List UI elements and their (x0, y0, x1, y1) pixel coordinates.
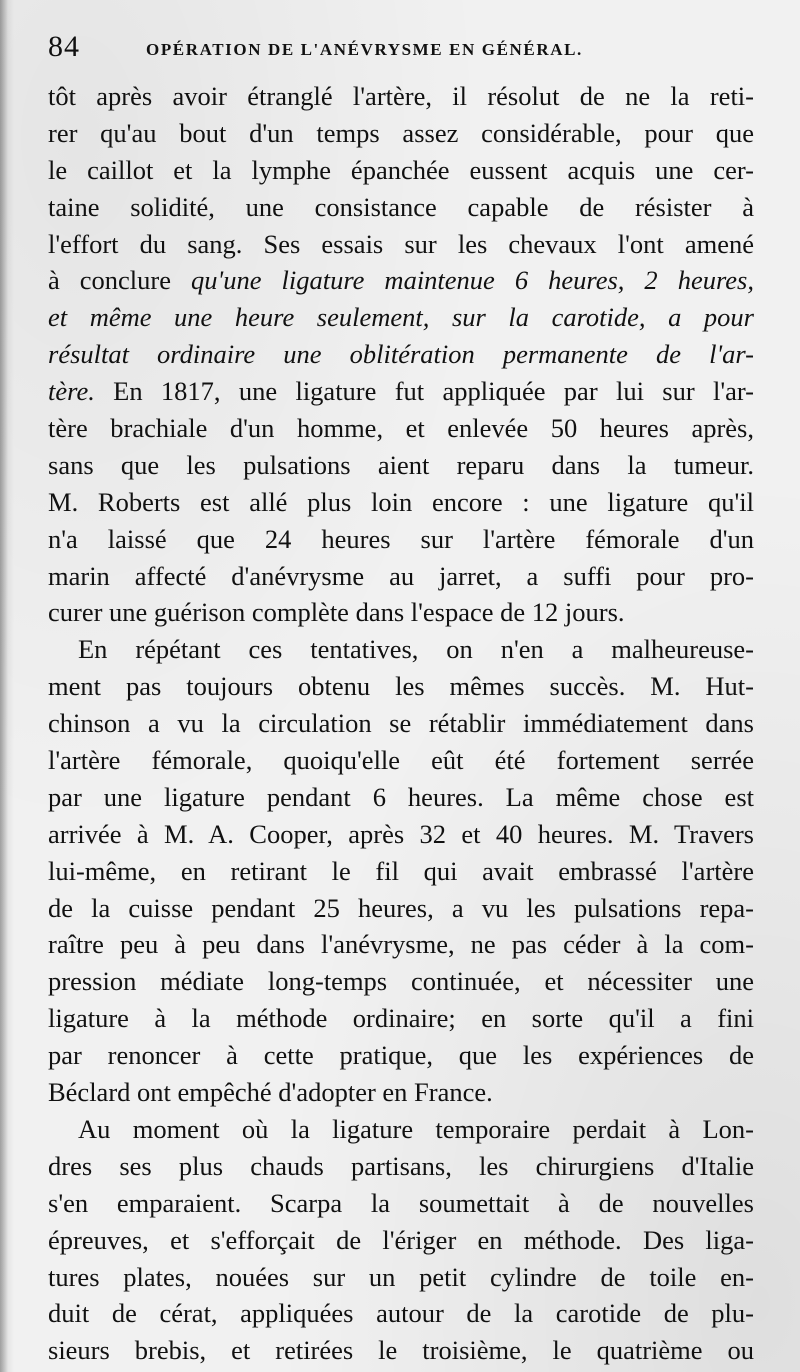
text-run: le caillot et la lymphe épanchée eussent acquis une cer- (48, 154, 754, 185)
text-run: l'effort du sang. Ses essais sur les chevaux l'ont amené (48, 228, 754, 259)
text-line (48, 1074, 754, 1111)
text-run: tôt après avoir étranglé l'artère, il résolut de ne la reti- (48, 81, 754, 111)
text-line (48, 594, 754, 631)
text-line (48, 373, 754, 410)
text-run: rer qu'au bout d'un temps assez considérable, pour que (48, 117, 754, 148)
text-line (48, 926, 754, 963)
text-run: chinson a vu la circulation se rétablir immédiatement dans (48, 708, 754, 739)
text-run: taine solidité, une consistance capable de résister à (48, 191, 754, 222)
text-line (48, 521, 754, 558)
page-number: 84 (48, 30, 80, 63)
text-run: lui-même, en retirant le fil qui avait embrassé l'artère (48, 855, 754, 886)
text-line (48, 890, 754, 927)
text-line (48, 1037, 754, 1074)
text-line (48, 115, 754, 152)
page-gutter-shadow (0, 0, 8, 1372)
text-line (48, 1332, 754, 1369)
text-line (48, 78, 754, 115)
text-run: ligature à la méthode ordinaire; en sorte qu'il a fini (48, 1003, 754, 1034)
running-title: OPÉRATION DE L'ANÉVRYSME EN GÉNÉRAL. (146, 40, 583, 59)
text-run: ment pas toujours obtenu les mêmes succès. M. Hut- (48, 671, 754, 702)
text-line (48, 1000, 754, 1037)
text-line (48, 742, 754, 779)
italic-text-run: et même une heure seulement, sur la carotide, a pour (48, 302, 754, 333)
text-run: tère brachiale d'un homme, et enlevée 50 heures après, (48, 413, 754, 444)
text-run: par une ligature pendant 6 heures. La même chose est (48, 781, 754, 812)
text-run: M. Roberts est allé plus loin encore : une ligature qu'il (48, 486, 754, 517)
text-run: En 1817, une ligature fut appliquée par lui sur l'ar- (94, 376, 754, 407)
text-line (48, 226, 754, 263)
text-run: Béclard ont empêché d'adopter en France. (48, 1077, 493, 1108)
text-line (48, 1222, 754, 1259)
text-run: n'a laissé que 24 heures sur l'artère fémorale d'un (48, 523, 754, 554)
text-line (48, 447, 754, 484)
text-line (48, 631, 754, 668)
paragraph (48, 78, 754, 631)
text-line (48, 1259, 754, 1296)
text-run: duit de cérat, appliquées autour de la carotide de plu- (48, 1298, 754, 1329)
text-line (48, 189, 754, 226)
text-line (48, 299, 754, 336)
text-run: à conclure (48, 265, 192, 296)
italic-text-run: tère. (48, 376, 95, 407)
text-line (48, 410, 754, 447)
text-run: marin affecté d'anévrysme au jarret, a suffi pour pro- (48, 560, 754, 591)
text-line (48, 1148, 754, 1185)
text-run: sieurs brebis, et retirées le troisième, le quatrième ou (48, 1335, 754, 1366)
text-run: dres ses plus chauds partisans, les chirurgiens d'Italie (48, 1150, 754, 1181)
text-line (48, 779, 754, 816)
text-run: l'artère fémorale, quoiqu'elle eût été fortement serrée (48, 745, 754, 776)
text-run: par renoncer à cette pratique, que les expériences de (48, 1040, 754, 1071)
italic-text-run: résultat ordinaire une oblitération permanente de l'ar- (48, 339, 754, 370)
paragraph (48, 631, 754, 1111)
text-line (48, 668, 754, 705)
text-run: Au moment où la ligature temporaire perdait à Lon- (78, 1113, 754, 1144)
text-line (48, 1185, 754, 1222)
text-run: sans que les pulsations aient reparu dans la tumeur. (48, 449, 754, 480)
text-line (48, 1111, 754, 1148)
text-run: arrivée à M. A. Cooper, après 32 et 40 heures. M. Travers (48, 818, 754, 849)
text-run: pression médiate long-temps continuée, et nécessiter une (48, 966, 754, 997)
text-line (48, 1295, 754, 1332)
text-run: En répétant ces tentatives, on n'en a malheureuse- (78, 634, 754, 665)
text-line (48, 336, 754, 373)
text-line (48, 705, 754, 742)
text-line (48, 152, 754, 189)
text-line (48, 816, 754, 853)
italic-text-run: qu'une ligature maintenue 6 heures, 2 heures, (191, 265, 754, 296)
text-run: de la cuisse pendant 25 heures, a vu les pulsations repa- (48, 892, 754, 923)
text-run: tures plates, nouées sur un petit cylindre de toile en- (48, 1261, 754, 1292)
text-line (48, 853, 754, 890)
text-run: s'en emparaient. Scarpa la soumettait à de nouvelles (48, 1187, 754, 1218)
text-line (48, 558, 754, 595)
body-text (48, 78, 754, 1369)
page-header (48, 30, 760, 70)
text-line (48, 484, 754, 521)
text-run: curer une guérison complète dans l'espace de 12 jours. (48, 597, 625, 628)
paragraph (48, 1111, 754, 1369)
text-run: épreuves, et s'efforçait de l'ériger en méthode. Des liga- (48, 1224, 754, 1255)
text-run: raître peu à peu dans l'anévrysme, ne pas céder à la com- (48, 929, 754, 960)
text-line (48, 262, 754, 299)
text-line (48, 963, 754, 1000)
